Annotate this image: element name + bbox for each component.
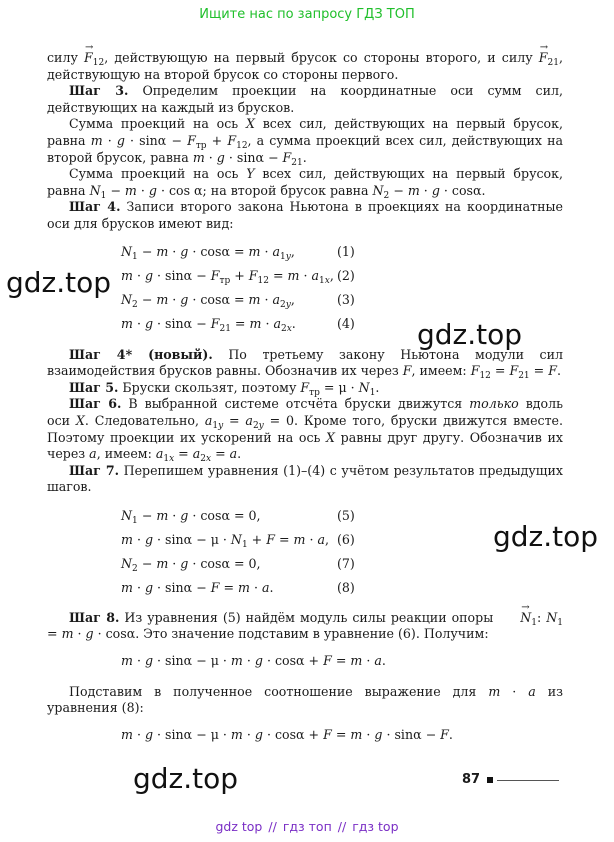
footer-separator: // <box>268 819 277 834</box>
equation-row <box>47 241 563 265</box>
watermark: gdz.top <box>417 318 523 351</box>
paragraph-sum-y: Сумма проекций на ось Y всех сил, действующих на первый брусок, равна $N_1 - m \cdot g \cdot \cos \alpha$; на второй брусок равна $N_2 - m \cdot g \cdot \cos\alpha$. <box>47 166 563 201</box>
watermark: gdz.top <box>6 266 112 299</box>
equation-row <box>47 289 563 313</box>
step-label: Шаг 8. <box>69 609 120 625</box>
paragraph-substitute: Подставим в полученное соотношение выражение для m · a из уравнения (8): <box>47 683 563 716</box>
page-number: 87 <box>462 772 481 787</box>
page-content <box>47 50 563 757</box>
equation: $N_2 - m \cdot g \cdot \cos\alpha = 0$, <box>121 555 261 574</box>
step-7: Шаг 7. Перепишем уравнения (1)–(4) с учётом результатов предыдущих шагов. <box>47 462 564 495</box>
equation-set-2 <box>47 504 563 600</box>
step-4-new: Шаг 4* (новый). По третьему закону Ньютона модули сил взаимодействия брусков равны. Обозначив их через F, имеем: $F_{12} = F_{21} = F$. <box>47 346 563 382</box>
footer-link-gdz-top-mixed[interactable]: гдз top <box>352 819 399 834</box>
paragraph-sum-x: Сумма проекций на ось X всех сил, действующих на первый брусок, равна $m \cdot g \cdot \sin\alpha - F_{тр} + F_{12}$, а сумма проекций всех сил, действующих на второй брусок, равна $m \cdot g \cdot \sin\alpha - F_{21}$. <box>47 116 563 168</box>
equation: m · g · sinα − F = m · a. <box>121 579 274 595</box>
step-label: Шаг 4. <box>69 199 121 215</box>
step-6: Шаг 6. В выбранной системе отсчёта бруски движутся только вдоль оси X. Следовательно, $a_{1y} = a_{2y} = 0$. Кроме того, бруски движутся вместе. Поэтому проекции их ускорений на ось X равны друг другу. Обозначив их через a, имеем: $a_{1x} = a_{2x} = a$. <box>47 396 563 465</box>
step-3: Шаг 3. Определим проекции на координатные оси сумм сил, действующих на каждый из брусков. <box>47 83 563 115</box>
equation: $m \cdot g \cdot \sin\alpha - F_{тр} + F_{12} = m \cdot a_{1x}$, <box>121 268 334 287</box>
footer-link-gdz-top[interactable]: gdz top <box>215 819 263 834</box>
equation-number: (8) <box>337 579 355 595</box>
footer-separator: // <box>337 819 347 834</box>
step-5: Шаг 5. Бруски скользят, поэтому $F_{тр} = \mu \cdot N_1$. <box>69 379 380 398</box>
step-label: Шаг 7. <box>69 462 119 478</box>
page-marker <box>487 777 493 783</box>
equation-number: (3) <box>337 292 355 308</box>
footer-link-gdz-top-ru[interactable]: гдз топ <box>282 819 332 834</box>
header-link[interactable]: Ищите нас по запросу ГДЗ ТОП <box>199 7 415 22</box>
equation-row <box>47 576 563 600</box>
step-label: Шаг 3. <box>69 83 129 99</box>
equation-number: (5) <box>337 507 355 523</box>
step-4: Шаг 4. Записи второго закона Ньютона в проекциях на координатные оси для брусков имеют вид: <box>47 199 563 231</box>
equation-row <box>47 504 563 528</box>
equation-number: (7) <box>337 555 355 571</box>
step-8: Шаг 8. Из уравнения (5) найдём модуль силы реакции опоры → $N_1$: $N_1 = m \cdot g \cdot \cos\alpha$. Это значение подставим в уравнение (6). Получим: <box>47 610 563 643</box>
watermark: gdz.top <box>493 520 599 553</box>
step-label: Шаг 4* (новый). <box>69 346 213 362</box>
equation: $m \cdot g \cdot \sin\alpha - \mu \cdot N_1 + F = m \cdot a$, <box>121 531 330 550</box>
equation-number: (6) <box>337 531 355 547</box>
equation: $N_2 - m \cdot g \cdot \cos\alpha = m \cdot a_{2y}$, <box>121 292 295 311</box>
equation: $N_1 - m \cdot g \cdot \cos\alpha = m \cdot a_{1y}$, <box>121 244 295 263</box>
equation-row <box>47 528 563 552</box>
equation-final: m · g · sinα − μ · m · g · cosα + F = m · g · sinα − F. <box>121 726 453 742</box>
equation: $m \cdot g \cdot \sin\alpha - F_{21} = m \cdot a_{2x}$. <box>121 316 296 335</box>
equation: $N_1 - m \cdot g \cdot \cos\alpha = 0$, <box>121 507 261 526</box>
equation-after-step-8: m · g · sinα − μ · m · g · cosα + F = m · a. <box>121 653 386 669</box>
step-label: Шаг 6. <box>69 396 122 412</box>
footer-links <box>0 819 614 834</box>
paragraph-forces: силу → $F_{12}$, действующую на первый брусок со стороны второго, и силу → $F_{21}$, действующую на второй брусок со стороны первого. <box>47 50 563 83</box>
equation-number: (4) <box>337 316 355 332</box>
equation-row <box>47 265 563 289</box>
watermark: gdz.top <box>133 762 239 795</box>
equation-number: (1) <box>337 244 355 260</box>
equation-number: (2) <box>337 268 355 284</box>
page-rule <box>497 780 559 781</box>
equation-row <box>47 552 563 576</box>
step-label: Шаг 5. <box>69 379 119 395</box>
